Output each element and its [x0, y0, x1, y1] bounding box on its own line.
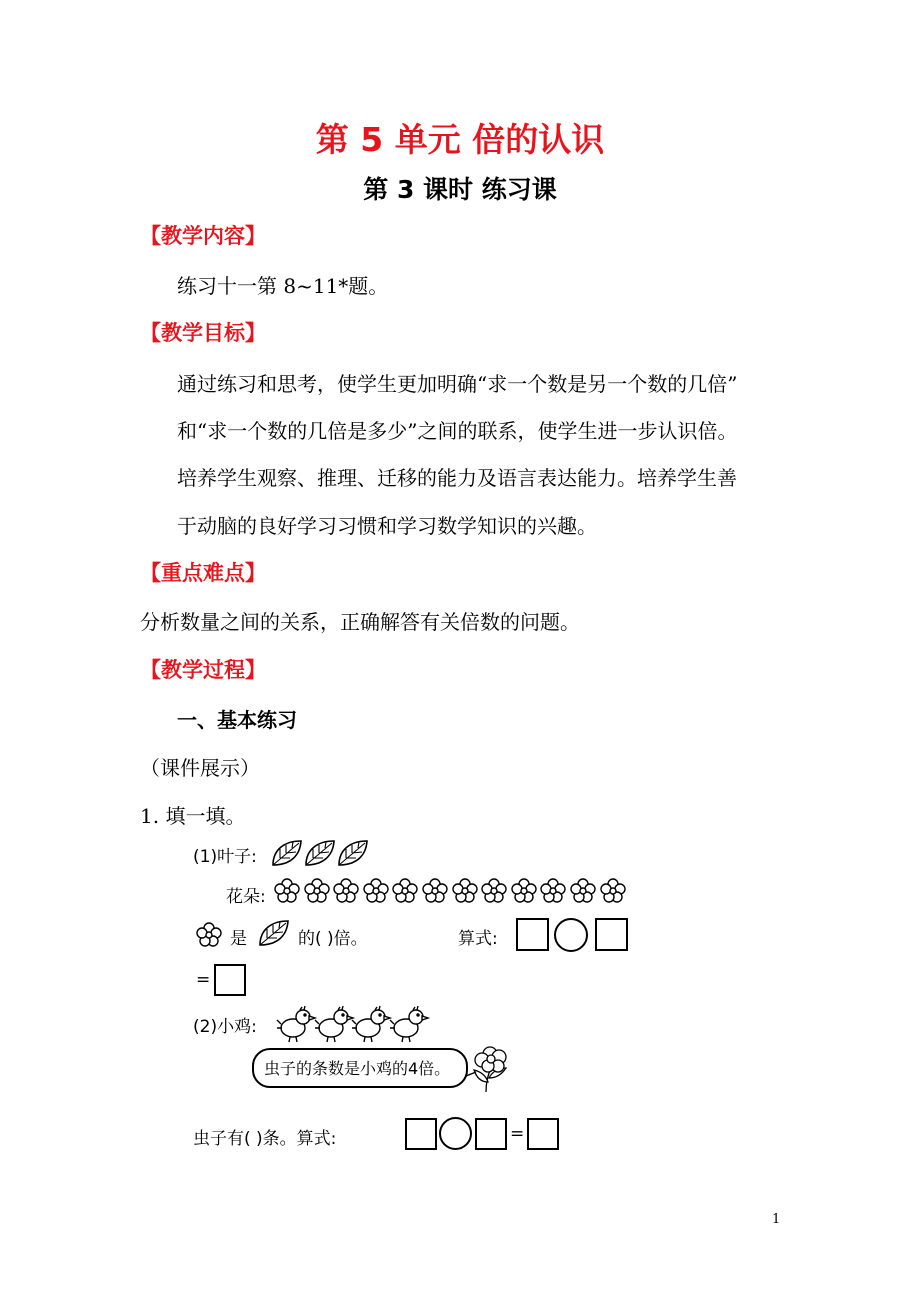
- goal-line-3: 培养学生观察、推理、迁移的能力及语言表达能力。培养学生善: [177, 466, 737, 490]
- flower-icon: [274, 878, 300, 904]
- flower-icon: [422, 878, 448, 904]
- speech-bubble: [252, 1048, 468, 1088]
- flower-icon: [363, 878, 389, 904]
- question-1: 1. 填一填。: [140, 804, 246, 828]
- bubble-text: 虫子的条数是小鸡的4倍。: [264, 1059, 451, 1078]
- goal-line-2: 和“求一个数的几倍是多少”之间的联系，使学生进一步认识倍。: [177, 419, 738, 443]
- goal-line-4: 于动脑的良好学习习惯和学习数学知识的兴趣。: [177, 514, 597, 538]
- content-text: 练习十一第 8~11*题。: [177, 274, 389, 298]
- chick-icon: [351, 1006, 391, 1044]
- is-text: 是: [230, 929, 247, 949]
- leaf-icon: [270, 838, 304, 868]
- leaf-icon: [336, 838, 370, 868]
- answer-box[interactable]: [595, 918, 628, 951]
- chick-icon: [389, 1006, 429, 1044]
- section-heading-process: 【教学过程】: [140, 658, 266, 682]
- flower-icon: [452, 878, 478, 904]
- goal-line-1: 通过练习和思考，使学生更加明确“求一个数是另一个数的几倍”: [177, 372, 738, 396]
- equals-sign: =: [196, 970, 211, 990]
- flower-icon: [511, 878, 537, 904]
- chick-icon: [314, 1006, 354, 1044]
- leaf-icon: [257, 918, 291, 948]
- operator-circle[interactable]: [554, 918, 588, 952]
- result-box[interactable]: [214, 964, 246, 996]
- section-heading-goals: 【教学目标】: [140, 321, 266, 345]
- flower-plant-icon: [464, 1042, 518, 1094]
- times-blank-text: 的( )倍。: [298, 929, 368, 949]
- flower-icon: [570, 878, 596, 904]
- chicks-label: (2)小鸡:: [193, 1017, 257, 1037]
- chick-icon: [276, 1006, 316, 1044]
- answer-box[interactable]: [475, 1118, 507, 1150]
- page-number: 1: [772, 1212, 781, 1227]
- section-heading-content: 【教学内容】: [140, 224, 266, 248]
- flower-icon: [392, 878, 418, 904]
- lesson-subtitle: 第 3 课时 练习课: [363, 175, 557, 204]
- page-title: 第 5 单元 倍的认识: [315, 120, 605, 159]
- result-box[interactable]: [527, 1118, 559, 1150]
- leaf-icon: [303, 838, 337, 868]
- part-basic-practice: 一、基本练习: [177, 708, 297, 732]
- flower-icon: [481, 878, 507, 904]
- operator-circle[interactable]: [439, 1117, 472, 1150]
- formula-label-1: 算式:: [458, 929, 498, 949]
- flower-icon: [196, 922, 222, 948]
- flower-icon: [304, 878, 330, 904]
- flowers-label: 花朵:: [226, 887, 266, 907]
- equals-sign: =: [510, 1124, 525, 1144]
- leaves-label: (1)叶子:: [193, 847, 257, 867]
- key-text: 分析数量之间的关系，正确解答有关倍数的问题。: [140, 610, 580, 634]
- flower-icon: [333, 878, 359, 904]
- answer-box[interactable]: [516, 918, 549, 951]
- flower-icon: [540, 878, 566, 904]
- answer-box[interactable]: [405, 1118, 437, 1150]
- section-heading-key: 【重点难点】: [140, 561, 266, 585]
- courseware-note: （课件展示）: [140, 756, 260, 780]
- worms-text: 虫子有( )条。算式:: [193, 1129, 337, 1149]
- flower-icon: [600, 878, 626, 904]
